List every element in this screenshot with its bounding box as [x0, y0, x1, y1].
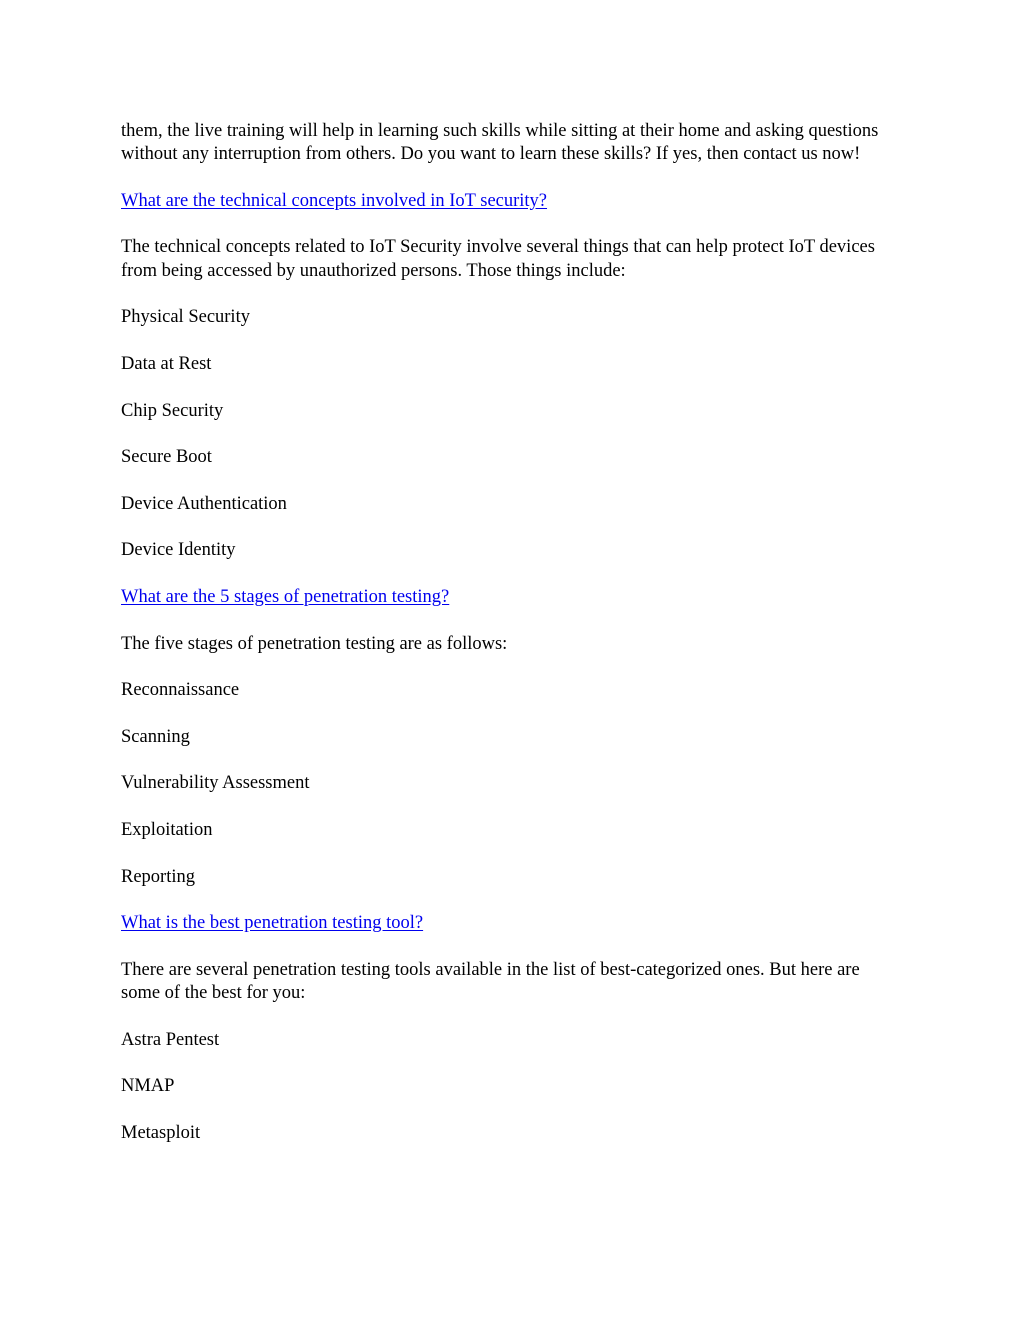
section-3-answer: There are several penetration testing tools available in the list of best-categorized ones. But here are some of the best for you:: [121, 959, 860, 1003]
list-item: Data at Rest: [121, 353, 212, 374]
document-body: [121, 120, 901, 1168]
iot-security-concepts-link[interactable]: What are the technical concepts involved in IoT security?: [121, 190, 548, 211]
list-item: Physical Security: [121, 307, 250, 328]
intro-paragraph: them, the live training will help in learning such skills while sitting at their home and asking questions without any interruption from others. Do you want to learn these skills? If yes, then contact us now!: [121, 121, 879, 165]
list-item: Chip Security: [121, 400, 224, 421]
list-item: Device Authentication: [121, 493, 287, 514]
list-item: Reconnaissance: [121, 680, 240, 701]
section-3-question: [121, 912, 901, 935]
section-2-answer: The five stages of penetration testing are as follows:: [121, 633, 508, 654]
list-item: NMAP: [121, 1076, 175, 1097]
section-1-question: [121, 190, 901, 213]
best-penetration-testing-tool-link[interactable]: What is the best penetration testing tool?: [121, 913, 424, 934]
list-item: Reporting: [121, 866, 195, 887]
list-item: Scanning: [121, 726, 190, 747]
list-item: Device Identity: [121, 540, 236, 561]
list-item: Secure Boot: [121, 447, 212, 468]
section-1-answer: The technical concepts related to IoT Security involve several things that can help protect IoT devices from being accessed by unauthorized persons. Those things include:: [121, 237, 875, 281]
section-2-question: [121, 586, 901, 609]
list-item: Exploitation: [121, 819, 213, 840]
list-item: Vulnerability Assessment: [121, 773, 310, 794]
list-item: Astra Pentest: [121, 1029, 220, 1050]
penetration-testing-stages-link[interactable]: What are the 5 stages of penetration testing?: [121, 586, 450, 607]
list-item: Metasploit: [121, 1122, 201, 1143]
